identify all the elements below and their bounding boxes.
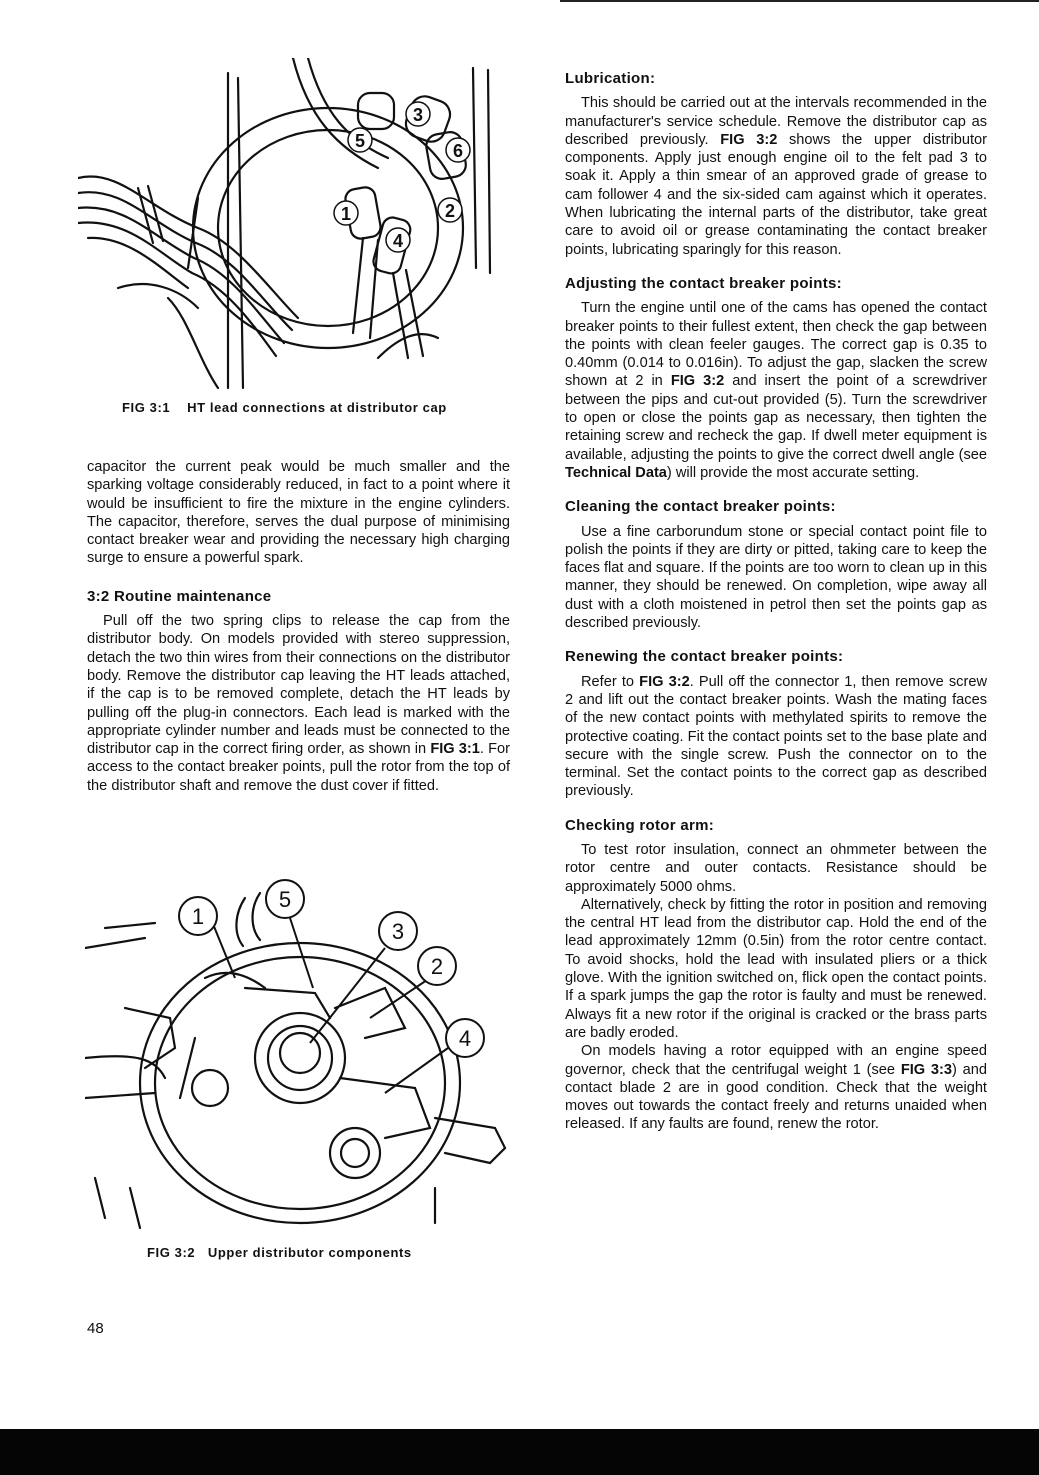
fig1-callout-1: 1 (340, 204, 352, 224)
capacitor-paragraph: capacitor the current peak would be much smaller and the sparking voltage considerably reduced, in fact to a point where it would be insufficient to fire the mixture in the engine cylinders. The capacitor, therefore, serves the dual purpose of minimising contact breaker wear and providing the necessary high charging surge to ensure a powerful spark. (87, 459, 510, 567)
fig2-callout-1: 1 (191, 904, 205, 929)
fig2-callout-5: 5 (278, 887, 292, 912)
adjusting-paragraph: Turn the engine until one of the cams has opened the contact breaker points to their fullest extent, then check the gap between the points with clean feeler gauges. The correct gap is 0.35 to 0.40mm (0.014 to 0.016in). To adjust the gap, slacken the screw shown at 2 in FIG 3:2 and insert the point of a screwdriver between the pips and cut-out provided (5). Turn the screwdriver to open or close the points gap as necessary, then tighten the retaining screw and recheck the gap. If dwell meter equipment is available, adjusting the points to give the correct dwell angle (see Technical Data) will provide the most accurate setting. (565, 300, 988, 481)
fig1-callout-3: 3 (412, 105, 424, 125)
figure-3-1-label: FIG 3:1 (122, 400, 171, 415)
rotor-paragraph-3: On models having a rotor equipped with an engine speed governor, check that the centrifugal weight 1 (see FIG 3:3) and contact blade 2 are in good condition. Check that the weight moves out towards the contact freely and returns unaided when released. If any faults are found, renew the rotor. (565, 1043, 987, 1133)
heading-renewing-points: Renewing the contact breaker points: (565, 648, 844, 666)
fig2-callout-4: 4 (458, 1026, 472, 1051)
fig2-callout-3: 3 (391, 919, 405, 944)
cleaning-paragraph: Use a fine carborundum stone or special contact point file to polish the points if they are dirty or pitted, taking care to keep the faces flat and square. If the points are too worn to clean up in this manner, they should be renewed. On completion, wipe away all dust with a cloth moistened in petrol then set the points gap as described previously. (565, 523, 987, 632)
section-heading-routine-maintenance: 3:2 Routine maintenance (87, 587, 272, 605)
ref-fig-3-3: FIG 3:3 (900, 1061, 953, 1078)
scan-bottom-bar (0, 1429, 1039, 1475)
routine-maintenance-paragraph: Pull off the two spring clips to release the cap from the distributor body. On models provided with stereo suppression, detach the two thin wires from their connections on the distributor body. Remove the distributor cap leaving the HT leads attached, if the cap is to be removed complete, detach the HT leads by pulling off the plug-in connectors. Each lead is marked with the appropriate cylinder number and leads must be connected to the distributor cap in the correct firing order, as shown in FIG 3:1. For access to the contact breaker points, pull the rotor from the top of the distributor shaft and remove the dust cover if fitted. (87, 613, 511, 794)
right-column-text (565, 70, 987, 1134)
fig1-callout-2: 2 (444, 201, 456, 221)
figure-3-2-label: FIG 3:2 (147, 1245, 196, 1260)
figure-3-2-illustration (85, 878, 515, 1238)
fig1-callout-5: 5 (354, 131, 366, 151)
figure-3-2-title: Upper distributor components (207, 1245, 412, 1260)
ref-fig-3-2-adjusting: FIG 3:2 (670, 373, 725, 390)
left-column-text-top (87, 458, 510, 795)
ref-fig-3-2-lubrication: FIG 3:2 (720, 131, 778, 148)
rotor-paragraph-1: To test rotor insulation, connect an ohmmeter between the rotor centre and outer contacts. Resistance should be approximately 5000 ohms. (565, 841, 987, 895)
fig2-callout-2: 2 (430, 954, 444, 979)
heading-adjusting-points: Adjusting the contact breaker points: (565, 274, 842, 292)
ref-fig-3-2-renewing: FIG 3:2 (639, 673, 690, 690)
top-rule (560, 0, 1039, 2)
figure-3-2-caption (147, 1245, 412, 1260)
rotor-paragraph-2: Alternatively, check by fitting the rotor in position and removing the central HT lead from the distributor cap. Hold the end of the lead approximately 12mm (0.5in) from the rotor centre contact. To avoid shocks, hold the lead with insulated pliers or a thick glove. With the ignition switched on, flick open the contact points. If a spark jumps the gap the rotor is faulty and must be renewed. Always fit a new rotor if the original is cracked or the brass parts are badly eroded. (565, 896, 987, 1041)
figure-3-1-caption (122, 400, 447, 415)
page-number: 48 (87, 1320, 104, 1337)
ref-fig-3-1: FIG 3:1 (430, 741, 480, 758)
lubrication-paragraph: This should be carried out at the intervals recommended in the manufacturer's service schedule. Remove the distributor cap as described previously. FIG 3:2 shows the upper distributor components. Apply just enough engine oil to the felt pad 3 to soak it. Apply a thin smear of an approved grade of grease to cam follower 4 and the six-sided cam against which it operates. When lubricating the internal parts of the distributor, take great care to avoid oil or grease contaminating the contact breaker points, lubricating sparingly for this reason. (565, 95, 988, 258)
figure-3-1-title: HT lead connections at distributor cap (187, 400, 447, 415)
heading-checking-rotor: Checking rotor arm: (565, 816, 715, 834)
heading-lubrication: Lubrication: (565, 70, 656, 87)
figure-3-1-illustration (78, 58, 512, 393)
fig1-callout-6: 6 (452, 141, 464, 161)
heading-cleaning-points: Cleaning the contact breaker points: (565, 498, 836, 516)
ref-technical-data: Technical Data (565, 464, 667, 481)
fig1-callout-4: 4 (392, 231, 404, 251)
renewing-paragraph: Refer to FIG 3:2. Pull off the connector 1, then remove screw 2 and lift out the contact breaker points. Wash the mating faces of the new contact points with methylated spirits to remove the protective coating. Fit the contact points set to the base plate and secure with the single screw. Push the connector on to the terminal. Set the contact points to the correct gap as described previously. (565, 673, 987, 800)
